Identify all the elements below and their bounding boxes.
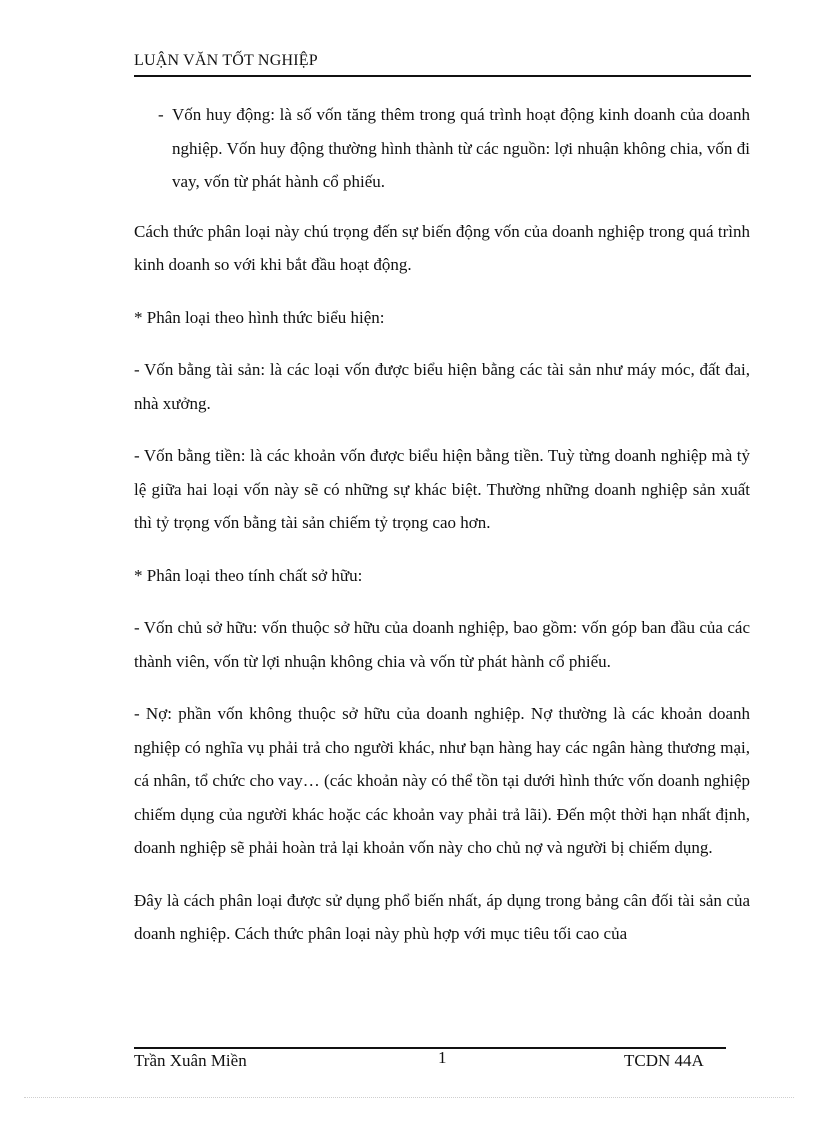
- page-edge-dotted-line: [24, 1097, 794, 1098]
- bullet-text: Vốn huy động: là số vốn tăng thêm trong quá trình hoạt động kinh doanh của doanh nghiệp. Vốn huy động thường hình thành từ các nguồn: lợi nhuận không chia, vốn đi vay, vốn từ phát hành cổ phiếu.: [172, 105, 750, 191]
- footer-author: Trần Xuân Miền: [134, 1051, 247, 1070]
- paragraph-summary: Đây là cách phân loại được sử dụng phổ biến nhất, áp dụng trong bảng cân đối tài sản của doanh nghiệp. Cách thức phân loại này phù hợp với mục tiêu tối cao của: [134, 890, 750, 943]
- section-heading-form: * Phân loại theo hình thức biểu hiện:: [134, 307, 385, 327]
- header-divider: [134, 75, 751, 77]
- footer-page-number: 1: [438, 1048, 447, 1067]
- section-heading-ownership: * Phân loại theo tính chất sở hữu:: [134, 565, 363, 585]
- paragraph-asset-capital: - Vốn bằng tài sản: là các loại vốn được biểu hiện bằng các tài sản như máy móc, đất đai, nhà xưởng.: [134, 360, 750, 413]
- footer-class-code: TCDN 44A: [624, 1051, 704, 1070]
- paragraph-equity: - Vốn chủ sở hữu: vốn thuộc sở hữu của doanh nghiệp, bao gồm: vốn góp ban đầu của các thành viên, vốn từ lợi nhuận không chia và vốn từ phát hành cổ phiếu.: [134, 618, 750, 671]
- paragraph-debt: - Nợ: phần vốn không thuộc sở hữu của doanh nghiệp. Nợ thường là các khoản doanh nghiệp có nghĩa vụ phải trả cho người khác, như bạn hàng hay các ngân hàng thương mại, cá nhân, tổ chức cho vay… (các khoản này có thể tồn tại dưới hình thức vốn doanh nghiệp chiếm dụng của người khác hoặc các khoản vay phải trả lãi). Đến một thời hạn nhất định, doanh nghiệp sẽ phải hoàn trả lại khoản vốn này cho chủ nợ và người bị chiếm dụng.: [134, 704, 750, 857]
- bullet-item: [134, 98, 750, 199]
- running-header-title: LUẬN VĂN TỐT NGHIỆP: [134, 52, 318, 69]
- document-body: [134, 98, 750, 970]
- footer-divider: [134, 1047, 726, 1049]
- paragraph-classification-note: Cách thức phân loại này chú trọng đến sự biến động vốn của doanh nghiệp trong quá trình kinh doanh so với khi bắt đầu hoạt động.: [134, 221, 750, 274]
- paragraph-cash-capital: - Vốn bằng tiền: là các khoản vốn được biểu hiện bằng tiền. Tuỳ từng doanh nghiệp mà tỷ lệ giữa hai loại vốn này sẽ có những sự khác biệt. Thường những doanh nghiệp sản xuất thì tỷ trọng vốn bằng tài sản chiếm tỷ trọng cao hơn.: [134, 446, 750, 532]
- bullet-marker: -: [158, 105, 164, 124]
